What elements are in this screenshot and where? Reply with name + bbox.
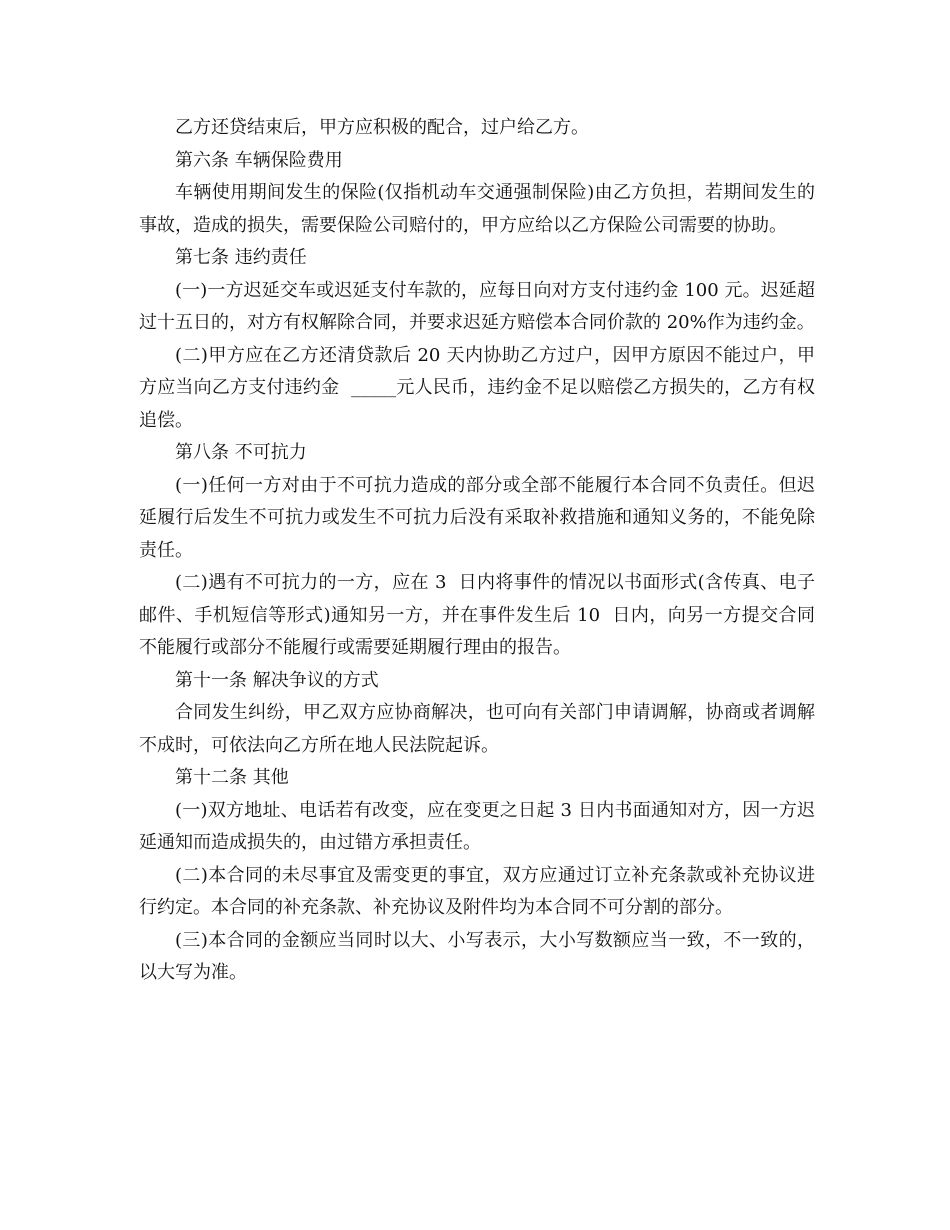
heading-article-12: 第十二条 其他	[175, 767, 289, 788]
heading-article-6: 第六条 车辆保险费用	[175, 149, 343, 171]
paragraph-dispute: 合同发生纠纷，甲乙双方应协商解决，也可向有关部门申请调解，协商或者调解不成时，可依法向乙方所在地人民法院起诉。	[139, 702, 815, 756]
paragraph-other-3: (三)本合同的金额应当同时以大、小写表示，大小写数额应当一致，不一致的，以大写为准。	[139, 929, 815, 983]
paragraph-breach-2: (二)甲方应在乙方还清贷款后 20 天内协助乙方过户，因甲方原因不能过户，甲方应当向乙方支付违约金 _____元人民币，违约金不足以赔偿乙方损失的，乙方有权追偿。	[139, 344, 815, 431]
paragraph-force-majeure-2: (二)遇有不可抗力的一方，应在 3 日内将事件的情况以书面形式(含传真、电子邮件、手机短信等形式)通知另一方，并在事件发生后 10 日内，向另一方提交合同不能履行或部分不能履行或需要延期履行理由的报告。	[139, 572, 815, 658]
paragraph-other-1: (一)双方地址、电话若有改变，应在变更之日起 3 日内书面通知对方，因一方迟延通知而造成损失的，由过错方承担责任。	[139, 799, 815, 853]
paragraph-insurance: 车辆使用期间发生的保险(仅指机动车交通强制保险)由乙方负担，若期间发生的事故，造成的损失，需要保险公司赔付的，甲方应给以乙方保险公司需要的协助。	[139, 182, 815, 236]
heading-article-11: 第十一条 解决争议的方式	[175, 669, 379, 691]
paragraph-force-majeure-1: (一)任何一方对由于不可抗力造成的部分或全部不能履行本合同不负责任。但迟延履行后发生不可抗力或发生不可抗力后没有采取补救措施和通知义务的，不能免除责任。	[139, 474, 815, 561]
paragraph-other-2: (二)本合同的未尽事宜及需变更的事宜，双方应通过订立补充条款或补充协议进行约定。本合同的补充条款、补充协议及附件均为本合同不可分割的部分。	[139, 864, 815, 918]
paragraph-loan-completion: 乙方还贷结束后，甲方应积极的配合，过户给乙方。	[175, 117, 589, 138]
document-page	[139, 112, 815, 990]
heading-article-7: 第七条 违约责任	[175, 247, 307, 268]
heading-article-8: 第八条 不可抗力	[175, 442, 307, 463]
paragraph-breach-1: (一)一方迟延交车或迟延支付车款的，应每日向对方支付违约金 100 元。迟延超过十五日的，对方有权解除合同，并要求迟延方赔偿本合同价款的 20%作为违约金。	[139, 279, 815, 333]
